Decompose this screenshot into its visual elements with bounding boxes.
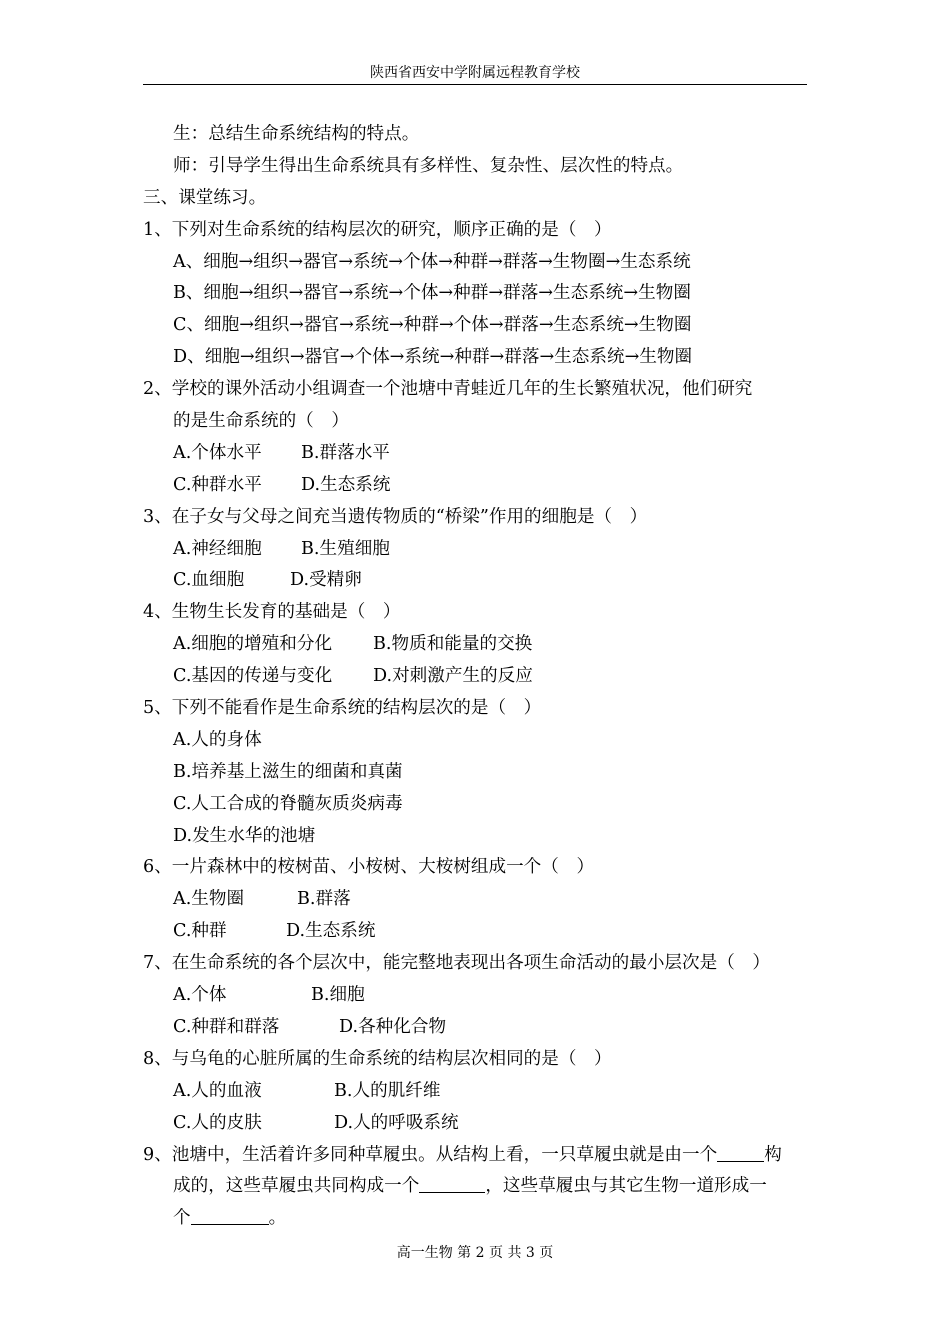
q8-option-d: D.人的呼吸系统 (334, 1112, 459, 1133)
q4-options-row2 (143, 661, 807, 693)
q3-options-row2 (143, 565, 807, 597)
q6-stem: 6、一片森林中的桉树苗、小桉树、大桉树组成一个（ ） (143, 857, 595, 878)
q5-stem: 5、下列不能看作是生命系统的结构层次的是（ ） (143, 698, 542, 719)
q5-option-c: C.人工合成的脊髓灰质炎病毒 (173, 793, 403, 814)
document-body (143, 119, 807, 1235)
q3-option-c: C.血细胞 (173, 570, 245, 591)
page-footer: 高一生物 第 2 页 共 3 页 (396, 1245, 554, 1261)
q1-option-d: D、细胞→组织→器官→个体→系统→种群→群落→生态系统→生物圈 (173, 347, 693, 368)
header-rule (143, 84, 807, 85)
q7-stem: 7、在生命系统的各个层次中，能完整地表现出各项生命活动的最小层次是（ ） (143, 953, 770, 974)
q5-option-b: B.培养基上滋生的细菌和真菌 (173, 761, 403, 782)
q3-options-row1 (143, 534, 807, 566)
q6-option-d: D.生态系统 (286, 921, 376, 942)
q9-line3 (143, 1203, 807, 1235)
q9-blank-3[interactable] (191, 1204, 269, 1225)
q2-stem-line2: 的是生命系统的（ ） (173, 411, 349, 432)
q3-option-a: A.神经细胞 (173, 538, 262, 559)
q3-option-d: D.受精卵 (290, 570, 362, 591)
q8-stem: 8、与乌龟的心脏所属的生命系统的结构层次相同的是（ ） (143, 1048, 612, 1069)
q2-options-row2 (143, 470, 807, 502)
q7-option-d: D.各种化合物 (339, 1016, 447, 1037)
q9-text-part5: 个 (173, 1208, 191, 1229)
q5-option-d: D.发生水华的池塘 (173, 825, 316, 846)
q4-options-row1 (143, 629, 807, 661)
q2-options-row1 (143, 438, 807, 470)
q7-option-a: A.个体 (173, 985, 227, 1006)
q1-option-a: A、细胞→组织→器官→系统→个体→种群→群落→生物圈→生态系统 (173, 251, 691, 272)
q9-text-part4: ，这些草履虫与其它生物一道形成一 (485, 1176, 767, 1197)
q1-option-b: B、细胞→组织→器官→系统→个体→种群→群落→生态系统→生物圈 (173, 283, 691, 304)
q8-options-row1 (143, 1076, 807, 1108)
q6-options-row2 (143, 916, 807, 948)
q7-option-b: B.细胞 (311, 985, 365, 1006)
q9-text-part1: 9、池塘中，生活着许多同种草履虫。从结构上看，一只草履虫就是由一个 (143, 1144, 718, 1165)
q9-blank-1[interactable] (717, 1141, 764, 1162)
q3-stem: 3、在子女与父母之间充当遗传物质的“桥梁”作用的细胞是（ ） (143, 506, 648, 527)
q7-options-row1 (143, 980, 807, 1012)
q5-option-a: A.人的身体 (173, 729, 262, 750)
q4-option-b: B.物质和能量的交换 (373, 634, 533, 655)
q9-line2 (143, 1171, 807, 1203)
q8-option-c: C.人的皮肤 (173, 1112, 262, 1133)
q9-text-part6: 。 (268, 1208, 287, 1229)
q6-option-a: A.生物圈 (173, 889, 245, 910)
q8-option-b: B.人的肌纤维 (334, 1080, 441, 1101)
q4-option-c: C.基因的传递与变化 (173, 666, 333, 687)
student-summary: 生：总结生命系统结构的特点。 (173, 124, 420, 144)
q8-option-a: A.人的血液 (173, 1080, 262, 1101)
q1-option-c: C、细胞→组织→器官→系统→种群→个体→群落→生态系统→生物圈 (173, 315, 692, 336)
q1-stem: 1、下列对生命系统的结构层次的研究，顺序正确的是（ ） (143, 219, 612, 240)
q6-option-c: C.种群 (173, 921, 227, 942)
q9-text-part3: 成的，这些草履虫共同构成一个 (173, 1176, 420, 1197)
q4-stem: 4、生物生长发育的基础是（ ） (143, 602, 401, 623)
section-heading: 三、课堂练习。 (143, 187, 267, 208)
teacher-guidance: 师：引导学生得出生命系统具有多样性、复杂性、层次性的特点。 (173, 155, 684, 176)
q2-option-c: C.种群水平 (173, 474, 262, 495)
q9-line1 (143, 1140, 807, 1172)
q8-options-row2 (143, 1108, 807, 1140)
q7-options-row2 (143, 1012, 807, 1044)
q6-options-row1 (143, 884, 807, 916)
q9-text-part2: 构 (764, 1144, 782, 1165)
q4-option-a: A.细胞的增殖和分化 (173, 634, 333, 655)
q2-option-d: D.生态系统 (301, 474, 391, 495)
page-header: 陕西省西安中学附属远程教育学校 (370, 65, 580, 81)
q2-stem-line1: 2、学校的课外活动小组调查一个池塘中青蛙近几年的生长繁殖状况，他们研究 (143, 379, 753, 400)
q4-option-d: D.对刺激产生的反应 (373, 666, 533, 687)
q7-option-c: C.种群和群落 (173, 1016, 280, 1037)
q9-blank-2[interactable] (419, 1172, 485, 1193)
q6-option-b: B.群落 (297, 889, 351, 910)
q3-option-b: B.生殖细胞 (301, 538, 390, 559)
q2-option-b: B.群落水平 (301, 442, 390, 463)
q2-option-a: A.个体水平 (173, 442, 262, 463)
